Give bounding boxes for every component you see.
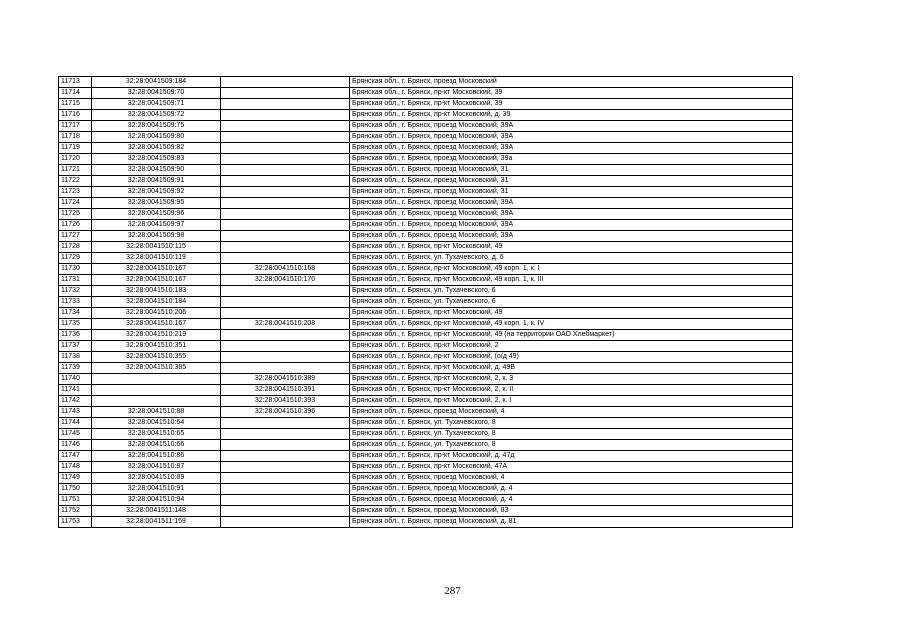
table-row [59, 187, 793, 198]
address-cell: Брянская обл., г. Брянск, пр-кт Московский, 2, к. 3 [350, 374, 793, 385]
row-number-cell: 11734 [59, 308, 92, 319]
table-row [59, 319, 793, 330]
address-cell: Брянская обл., г. Брянск, проезд Московский, д. 4 [350, 484, 793, 495]
parent-cadastral-number-cell [221, 506, 350, 517]
parent-cadastral-number-cell [221, 220, 350, 231]
cadastral-number-cell: 32:28:0041510:167 [92, 264, 221, 275]
parent-cadastral-number-cell [221, 517, 350, 528]
cadastral-number-cell: 32:28:0041509:96 [92, 209, 221, 220]
cadastral-number-cell: 32:28:0041510:64 [92, 418, 221, 429]
parent-cadastral-number-cell [221, 176, 350, 187]
address-cell: Брянская обл., г. Брянск, проезд Московский, 83 [350, 506, 793, 517]
parent-cadastral-number-cell [221, 187, 350, 198]
parent-cadastral-number-cell [221, 110, 350, 121]
parent-cadastral-number-cell [221, 88, 350, 99]
row-number-cell: 11753 [59, 517, 92, 528]
address-cell: Брянская обл., г. Брянск, пр-кт Московский, 2 [350, 341, 793, 352]
parent-cadastral-number-cell [221, 429, 350, 440]
table-row [59, 385, 793, 396]
address-cell: Брянская обл., г. Брянск, ул. Тухачевского, 8 [350, 418, 793, 429]
table-row [59, 176, 793, 187]
cadastral-number-cell: 32:28:0041511:148 [92, 506, 221, 517]
cadastral-number-cell: 32:28:0041509:83 [92, 154, 221, 165]
address-cell: Брянская обл., г. Брянск, пр-кт Московский, 47А [350, 462, 793, 473]
parent-cadastral-number-cell [221, 495, 350, 506]
address-cell: Брянская обл., г. Брянск, проезд Московский [350, 77, 793, 88]
row-number-cell: 11727 [59, 231, 92, 242]
parent-cadastral-number-cell [221, 484, 350, 495]
cadastral-number-cell: 32:28:0041510:219 [92, 330, 221, 341]
row-number-cell: 11717 [59, 121, 92, 132]
table-row [59, 506, 793, 517]
table-row [59, 429, 793, 440]
parent-cadastral-number-cell [221, 363, 350, 374]
cadastral-number-cell: 32:28:0041510:119 [92, 253, 221, 264]
table-row [59, 198, 793, 209]
table-row [59, 473, 793, 484]
cadastral-number-cell: 32:28:0041510:94 [92, 495, 221, 506]
parent-cadastral-number-cell [221, 132, 350, 143]
row-number-cell: 11738 [59, 352, 92, 363]
cadastral-number-cell: 32:28:0041509:95 [92, 198, 221, 209]
parent-cadastral-number-cell [221, 330, 350, 341]
table-row [59, 308, 793, 319]
table-row [59, 275, 793, 286]
table-row [59, 418, 793, 429]
address-cell: Брянская обл., г. Брянск, проезд Московский, д. 81 [350, 517, 793, 528]
address-cell: Брянская обл., г. Брянск, пр-кт Московский, 2, к. I [350, 396, 793, 407]
row-number-cell: 11732 [59, 286, 92, 297]
address-cell: Брянская обл., г. Брянск, ул. Тухачевского, 6 [350, 286, 793, 297]
parent-cadastral-number-cell [221, 308, 350, 319]
table-row [59, 297, 793, 308]
address-cell: Брянская обл., г. Брянск, пр-кт Московский, 49 [350, 308, 793, 319]
cadastral-number-cell: 32:28:0041511:159 [92, 517, 221, 528]
address-cell: Брянская обл., г. Брянск, проезд Московский, 39А [350, 198, 793, 209]
cadastral-number-cell: 32:28:0041510:65 [92, 429, 221, 440]
parent-cadastral-number-cell [221, 286, 350, 297]
row-number-cell: 11719 [59, 143, 92, 154]
parent-cadastral-number-cell: 32:28:0041510:168 [221, 264, 350, 275]
cadastral-number-cell: 32:28:0041509:184 [92, 77, 221, 88]
row-number-cell: 11745 [59, 429, 92, 440]
page-number: 287 [444, 585, 461, 597]
address-cell: Брянская обл., г. Брянск, проезд Московский, 39А [350, 209, 793, 220]
cadastral-number-cell: 32:28:0041510:167 [92, 319, 221, 330]
row-number-cell: 11750 [59, 484, 92, 495]
table-row [59, 110, 793, 121]
row-number-cell: 11746 [59, 440, 92, 451]
table-row [59, 143, 793, 154]
address-cell: Брянская обл., г. Брянск, проезд Московский, 39А [350, 231, 793, 242]
table-row [59, 407, 793, 418]
parent-cadastral-number-cell [221, 451, 350, 462]
row-number-cell: 11740 [59, 374, 92, 385]
address-cell: Брянская обл., г. Брянск, пр-кт Московский, 49 [350, 242, 793, 253]
address-cell: Брянская обл., г. Брянск, пр-кт Московский, (о/д 49) [350, 352, 793, 363]
cadastral-number-cell: 32:28:0041509:92 [92, 187, 221, 198]
cadastral-number-cell: 32:28:0041510:87 [92, 462, 221, 473]
address-cell: Брянская обл., г. Брянск, пр-кт Московский, д. 47д [350, 451, 793, 462]
row-number-cell: 11739 [59, 363, 92, 374]
cadastral-number-cell: 32:28:0041509:82 [92, 143, 221, 154]
row-number-cell: 11736 [59, 330, 92, 341]
row-number-cell: 11735 [59, 319, 92, 330]
parent-cadastral-number-cell [221, 154, 350, 165]
cadastral-number-cell: 32:28:0041510:385 [92, 363, 221, 374]
row-number-cell: 11718 [59, 132, 92, 143]
address-cell: Брянская обл., г. Брянск, пр-кт Московский, д. 39 [350, 110, 793, 121]
address-cell: Брянская обл., г. Брянск, проезд Московский, 31 [350, 176, 793, 187]
parent-cadastral-number-cell [221, 198, 350, 209]
address-cell: Брянская обл., г. Брянск, пр-кт Московский, д. 49В [350, 363, 793, 374]
cadastral-number-cell: 32:28:0041510:351 [92, 341, 221, 352]
parent-cadastral-number-cell [221, 462, 350, 473]
table-row [59, 242, 793, 253]
cadastral-number-cell: 32:28:0041510:66 [92, 440, 221, 451]
cadastral-number-cell: 32:28:0041509:97 [92, 220, 221, 231]
address-cell: Брянская обл., г. Брянск, пр-кт Московский, 39 [350, 88, 793, 99]
cadastral-number-cell: 32:28:0041510:89 [92, 473, 221, 484]
row-number-cell: 11752 [59, 506, 92, 517]
parent-cadastral-number-cell [221, 341, 350, 352]
parent-cadastral-number-cell [221, 242, 350, 253]
cadastral-number-cell: 32:28:0041510:91 [92, 484, 221, 495]
parent-cadastral-number-cell [221, 352, 350, 363]
table-row [59, 484, 793, 495]
cadastral-number-cell: 32:28:0041509:75 [92, 121, 221, 132]
cadastral-number-cell: 32:28:0041509:90 [92, 165, 221, 176]
row-number-cell: 11731 [59, 275, 92, 286]
address-cell: Брянская обл., г. Брянск, проезд Московский, 39А [350, 143, 793, 154]
address-cell: Брянская обл., г. Брянск, проезд Московский, 31 [350, 187, 793, 198]
table-row [59, 88, 793, 99]
row-number-cell: 11749 [59, 473, 92, 484]
cadastral-number-cell: 32:28:0041510:88 [92, 407, 221, 418]
address-cell: Брянская обл., г. Брянск, проезд Московский, 31 [350, 165, 793, 176]
address-cell: Брянская обл., г. Брянск, ул. Тухачевского, 8 [350, 429, 793, 440]
row-number-cell: 11747 [59, 451, 92, 462]
parent-cadastral-number-cell [221, 143, 350, 154]
row-number-cell: 11751 [59, 495, 92, 506]
row-number-cell: 11714 [59, 88, 92, 99]
row-number-cell: 11744 [59, 418, 92, 429]
table-row [59, 77, 793, 88]
cadastral-number-cell: 32:28:0041509:71 [92, 99, 221, 110]
table-row [59, 330, 793, 341]
address-cell: Брянская обл., г. Брянск, пр-кт Московский, 49 корп. 1, к. IV [350, 319, 793, 330]
table-row [59, 132, 793, 143]
address-cell: Брянская обл., г. Брянск, пр-кт Московский, 49 (на территории ОАО Хлебмаркет) [350, 330, 793, 341]
parent-cadastral-number-cell [221, 418, 350, 429]
table-row [59, 374, 793, 385]
table-row [59, 121, 793, 132]
row-number-cell: 11724 [59, 198, 92, 209]
cadastral-number-cell: 32:28:0041510:184 [92, 297, 221, 308]
parent-cadastral-number-cell [221, 165, 350, 176]
table-row [59, 286, 793, 297]
table-row [59, 99, 793, 110]
row-number-cell: 11733 [59, 297, 92, 308]
parent-cadastral-number-cell [221, 231, 350, 242]
row-number-cell: 11723 [59, 187, 92, 198]
cadastral-number-cell: 32:28:0041509:72 [92, 110, 221, 121]
address-cell: Брянская обл., г. Брянск, пр-кт Московский, 49 корп. 1, к. I [350, 264, 793, 275]
cadastral-number-cell: 32:28:0041510:355 [92, 352, 221, 363]
table-row [59, 517, 793, 528]
row-number-cell: 11742 [59, 396, 92, 407]
cadastral-number-cell: 32:28:0041510:183 [92, 286, 221, 297]
cadastral-number-cell: 32:28:0041509:80 [92, 132, 221, 143]
table-row [59, 396, 793, 407]
table-row [59, 440, 793, 451]
parent-cadastral-number-cell [221, 440, 350, 451]
table-row [59, 209, 793, 220]
row-number-cell: 11725 [59, 209, 92, 220]
parent-cadastral-number-cell [221, 473, 350, 484]
cadastral-number-cell: 32:28:0041510:115 [92, 242, 221, 253]
parent-cadastral-number-cell: 32:28:0041510:208 [221, 319, 350, 330]
table-row [59, 495, 793, 506]
table-row [59, 451, 793, 462]
table-row [59, 264, 793, 275]
address-cell: Брянская обл., г. Брянск, пр-кт Московский, 49 корп. 1, к. III [350, 275, 793, 286]
table-row [59, 220, 793, 231]
cadastral-number-cell [92, 396, 221, 407]
cadastral-number-cell [92, 385, 221, 396]
address-cell: Брянская обл., г. Брянск, пр-кт Московский, 2, к. II [350, 385, 793, 396]
table-row [59, 341, 793, 352]
table-row [59, 154, 793, 165]
address-cell: Брянская обл., г. Брянск, проезд Московский, д. 4 [350, 495, 793, 506]
row-number-cell: 11728 [59, 242, 92, 253]
address-cell: Брянская обл., г. Брянск, проезд Московский, 4 [350, 473, 793, 484]
row-number-cell: 11720 [59, 154, 92, 165]
address-cell: Брянская обл., г. Брянск, ул. Тухачевского, 8 [350, 440, 793, 451]
parent-cadastral-number-cell: 32:28:0041510:393 [221, 396, 350, 407]
parent-cadastral-number-cell [221, 297, 350, 308]
row-number-cell: 11737 [59, 341, 92, 352]
row-number-cell: 11743 [59, 407, 92, 418]
cadastral-number-cell [92, 374, 221, 385]
parent-cadastral-number-cell [221, 99, 350, 110]
row-number-cell: 11721 [59, 165, 92, 176]
table-row [59, 462, 793, 473]
row-number-cell: 11716 [59, 110, 92, 121]
parent-cadastral-number-cell [221, 253, 350, 264]
cadastral-number-cell: 32:28:0041510:167 [92, 275, 221, 286]
row-number-cell: 11713 [59, 77, 92, 88]
row-number-cell: 11729 [59, 253, 92, 264]
parent-cadastral-number-cell: 32:28:0041510:389 [221, 374, 350, 385]
cadastral-register-table [58, 76, 793, 528]
parent-cadastral-number-cell: 32:28:0041510:170 [221, 275, 350, 286]
table-row [59, 363, 793, 374]
table-row [59, 253, 793, 264]
cadastral-number-cell: 32:28:0041510:86 [92, 451, 221, 462]
address-cell: Брянская обл., г. Брянск, проезд Московский, 39а [350, 154, 793, 165]
row-number-cell: 11741 [59, 385, 92, 396]
table-row [59, 165, 793, 176]
cadastral-number-cell: 32:28:0041509:98 [92, 231, 221, 242]
parent-cadastral-number-cell [221, 209, 350, 220]
parent-cadastral-number-cell [221, 77, 350, 88]
address-cell: Брянская обл., г. Брянск, пр-кт Московский, 39 [350, 99, 793, 110]
cadastral-number-cell: 32:28:0041509:91 [92, 176, 221, 187]
table-row [59, 231, 793, 242]
table-body [59, 77, 793, 528]
cadastral-number-cell: 32:28:0041509:70 [92, 88, 221, 99]
address-cell: Брянская обл., г. Брянск, проезд Московский, 39А [350, 220, 793, 231]
row-number-cell: 11722 [59, 176, 92, 187]
row-number-cell: 11726 [59, 220, 92, 231]
parent-cadastral-number-cell: 32:28:0041510:396 [221, 407, 350, 418]
parent-cadastral-number-cell: 32:28:0041510:391 [221, 385, 350, 396]
address-cell: Брянская обл., г. Брянск, ул. Тухачевского, 6 [350, 297, 793, 308]
address-cell: Брянская обл., г. Брянск, проезд Московский, 39А [350, 132, 793, 143]
row-number-cell: 11730 [59, 264, 92, 275]
table-row [59, 352, 793, 363]
cadastral-number-cell: 32:28:0041510:206 [92, 308, 221, 319]
row-number-cell: 11748 [59, 462, 92, 473]
address-cell: Брянская обл., г. Брянск, ул. Тухачевского, д. 6 [350, 253, 793, 264]
parent-cadastral-number-cell [221, 121, 350, 132]
address-cell: Брянская обл., г. Брянск, проезд Московский, 4 [350, 407, 793, 418]
address-cell: Брянская обл., г. Брянск, проезд Московский, 39А [350, 121, 793, 132]
row-number-cell: 11715 [59, 99, 92, 110]
